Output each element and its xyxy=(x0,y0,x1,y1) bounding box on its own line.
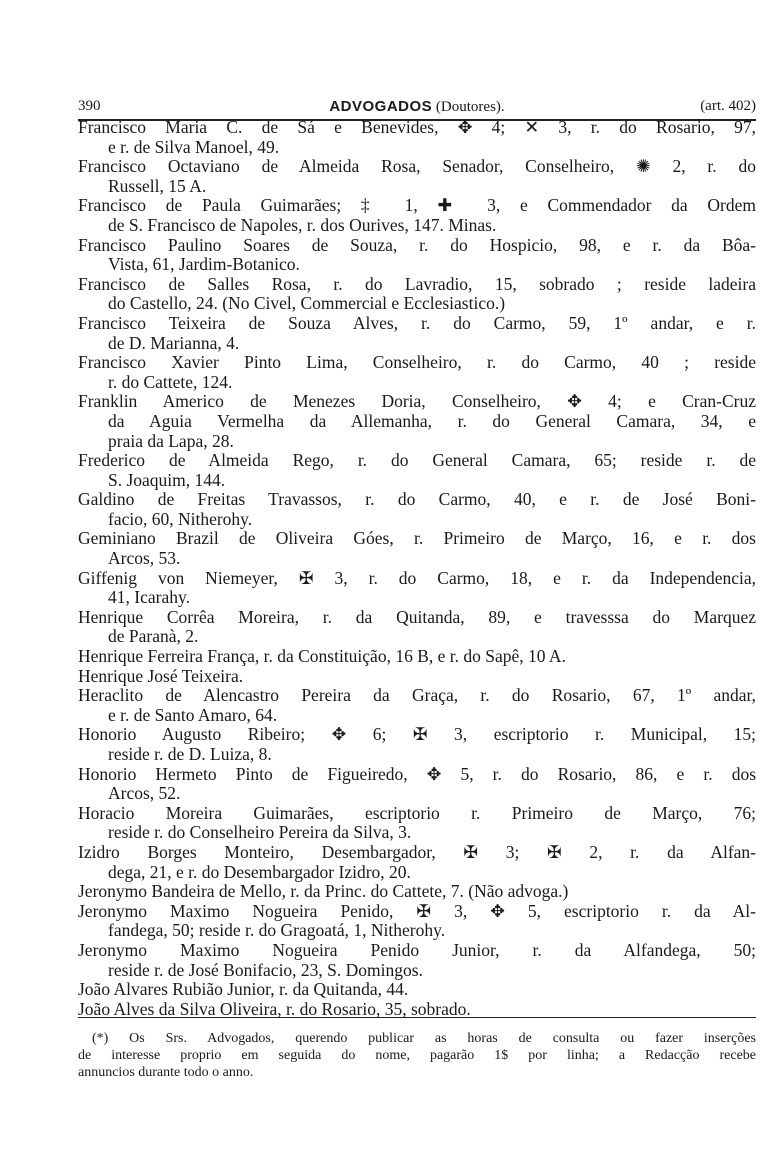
entry-continuation-line: e r. de Silva Manoel, 49. xyxy=(108,136,280,157)
entry-line: Frederico de Almeida Rego, r. do General Camara, 65; reside r. de xyxy=(78,450,756,471)
entry-line: Francisco Octaviano de Almeida Rosa, Senador, Conselheiro, ✺ 2, r. do xyxy=(78,156,756,177)
footnote-line: annuncios durante todo o anno. xyxy=(78,1065,254,1080)
entry-line: Giffenig von Niemeyer, ✠ 3, r. do Carmo, 18, e r. da Independencia, xyxy=(78,567,756,588)
footnote-line: (*) Os Srs. Advogados, querendo publicar as horas de consulta ou fazer inserções xyxy=(92,1031,756,1046)
list-entry xyxy=(78,353,756,392)
entry-line: Francisco Teixeira de Souza Alves, r. do Carmo, 59, 1º andar, e r. xyxy=(78,312,756,333)
entry-line: Franklin Americo de Menezes Doria, Conselheiro, ✥ 4; e Cran-Cruz xyxy=(78,391,756,412)
section-title xyxy=(78,98,756,116)
advocate-list xyxy=(78,118,756,1019)
list-entry xyxy=(78,686,756,725)
list-entry xyxy=(78,451,756,490)
list-entry xyxy=(78,569,756,608)
entry-continuation-line: dega, 21, e r. do Desembargador Izidro, 20. xyxy=(108,861,411,882)
entry-continuation-line: da Aguia Vermelha da Allemanha, r. do General Camara, 34, e xyxy=(108,410,756,431)
running-header xyxy=(78,98,756,118)
entry-continuation-line: reside r. de D. Luiza, 8. xyxy=(108,744,272,764)
entry-continuation-line: Arcos, 52. xyxy=(108,783,181,804)
list-entry xyxy=(78,647,756,667)
entry-line: Francisco Xavier Pinto Lima, Conselheiro, r. do Carmo, 40 ; reside xyxy=(78,352,756,373)
entry-continuation-line: S. Joaquim, 144. xyxy=(108,469,226,490)
entry-continuation-line: Vista, 61, Jardim-Botanico. xyxy=(108,254,300,275)
entry-line: Jeronymo Bandeira de Mello, r. da Princ. do Cattete, 7. (Não advoga.) xyxy=(78,881,569,902)
entry-line: Galdino de Freitas Travassos, r. do Carmo, 40, e r. de José Boni- xyxy=(78,489,756,510)
entry-line: Horacio Moreira Guimarães, escriptorio r. Primeiro de Março, 76; xyxy=(78,802,756,823)
list-entry xyxy=(78,902,756,941)
section-title-sub: (Doutores). xyxy=(435,99,505,115)
entry-continuation-line: de S. Francisco de Napoles, r. dos Ourives, 147. Minas. xyxy=(108,214,497,235)
entry-continuation-line: 41, Icarahy. xyxy=(108,587,190,608)
footnote-line: de interesse proprio em seguida do nome, pagarão 1$ por linha; a Redacção recebe xyxy=(78,1048,756,1063)
list-entry xyxy=(78,765,756,804)
entry-line: Henrique José Teixeira. xyxy=(78,665,244,686)
list-entry xyxy=(78,980,756,1000)
entry-line: João Alves da Silva Oliveira, r. do Rosario, 35, sobrado. xyxy=(78,998,471,1019)
list-entry xyxy=(78,882,756,902)
list-entry xyxy=(78,157,756,196)
list-entry xyxy=(78,941,756,980)
list-entry xyxy=(78,608,756,647)
entry-line: João Alvares Rubião Junior, r. da Quitanda, 44. xyxy=(78,979,409,1000)
list-entry xyxy=(78,843,756,882)
entry-continuation-line: praia da Lapa, 28. xyxy=(108,430,234,451)
entry-continuation-line: fandega, 50; reside r. do Gragoatá, 1, Nitherohy. xyxy=(108,920,446,941)
list-entry xyxy=(78,314,756,353)
list-entry xyxy=(78,118,756,157)
entry-continuation-line: de Paranà, 2. xyxy=(108,626,199,647)
footnote xyxy=(78,1030,756,1081)
entry-line: Jeronymo Maximo Nogueira Penido, ✠ 3, ✥ 5, escriptorio r. da Al- xyxy=(78,900,756,921)
list-entry xyxy=(78,725,756,764)
page-number: 390 xyxy=(78,98,101,114)
list-entry xyxy=(78,392,756,451)
entry-continuation-line: reside r. do Conselheiro Pereira da Silva, 3. xyxy=(108,822,412,843)
footnote-rule xyxy=(78,1017,756,1018)
entry-line: Francisco de Salles Rosa, r. do Lavradio, 15, sobrado ; reside ladeira xyxy=(78,273,756,294)
entry-continuation-line: Russell, 15 A. xyxy=(108,175,207,196)
list-entry xyxy=(78,490,756,529)
entry-continuation-line: facio, 60, Nitherohy. xyxy=(108,508,253,529)
entry-line: Honorio Augusto Ribeiro; ✥ 6; ✠ 3, escriptorio r. Municipal, 15; xyxy=(78,724,756,745)
entry-continuation-line: e r. de Santo Amaro, 64. xyxy=(108,704,278,725)
list-entry xyxy=(78,275,756,314)
article-reference: (art. 402) xyxy=(700,98,756,114)
entry-line: Geminiano Brazil de Oliveira Góes, r. Primeiro de Março, 16, e r. dos xyxy=(78,528,756,549)
list-entry xyxy=(78,196,756,235)
entry-line: Honorio Hermeto Pinto de Figueiredo, ✥ 5, r. do Rosario, 86, e r. dos xyxy=(78,763,756,784)
entry-line: Heraclito de Alencastro Pereira da Graça, r. do Rosario, 67, 1º andar, xyxy=(78,685,756,706)
entry-line: Francisco Paulino Soares de Souza, r. do Hospicio, 98, e r. da Bôa- xyxy=(78,234,756,255)
entry-line: Francisco de Paula Guimarães; ‡ 1, ✚ 3, e Commendador da Ordem xyxy=(78,195,756,216)
entry-continuation-line: r. do Cattete, 124. xyxy=(108,371,233,392)
entry-line: Jeronymo Maximo Nogueira Penido Junior, r. da Alfandega, 50; xyxy=(78,939,756,960)
section-title-main: ADVOGADOS xyxy=(329,98,433,115)
list-entry xyxy=(78,529,756,568)
entry-line: Henrique Corrêa Moreira, r. da Quitanda, 89, e travesssa do Marquez xyxy=(78,606,756,627)
entry-continuation-line: do Castello, 24. (No Civel, Commercial e Ecclesiastico.) xyxy=(108,293,506,314)
list-entry xyxy=(78,236,756,275)
entry-continuation-line: Arcos, 53. xyxy=(108,548,181,569)
entry-line: Izidro Borges Monteiro, Desembargador, ✠ 3; ✠ 2, r. da Alfan- xyxy=(78,841,756,862)
entry-line: Henrique Ferreira França, r. da Constituição, 16 B, e r. do Sapê, 10 A. xyxy=(78,646,566,667)
entry-line: Francisco Maria C. de Sá e Benevides, ✥ 4; ✕ 3, r. do Rosario, 97, xyxy=(78,117,756,137)
list-entry xyxy=(78,667,756,687)
list-entry xyxy=(78,804,756,843)
entry-continuation-line: reside r. de José Bonifacio, 23, S. Domingos. xyxy=(108,959,423,980)
entry-continuation-line: de D. Marianna, 4. xyxy=(108,332,240,353)
